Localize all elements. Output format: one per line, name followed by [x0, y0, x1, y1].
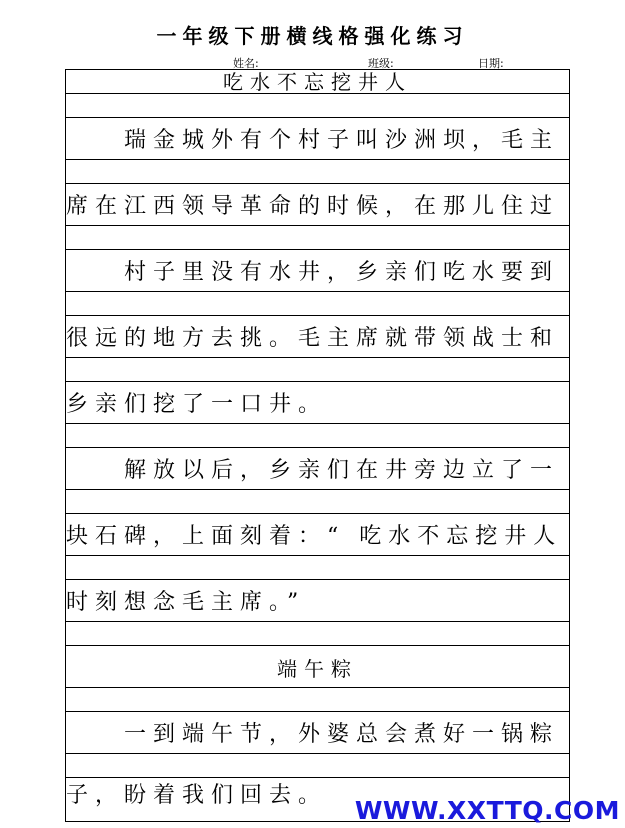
- text-line: 块石碑，上面刻着：“ 吃水不忘挖井人: [66, 524, 563, 549]
- site-watermark: WWW.XXTTQ.COM: [354, 796, 620, 825]
- writing-row: [66, 118, 569, 160]
- text-line: 乡亲们挖了一口井。: [66, 392, 328, 417]
- writing-row: [66, 448, 569, 490]
- spacer-row: [66, 226, 569, 250]
- lined-writing-grid: [65, 69, 570, 822]
- page-title: 一年级下册横线格强化练习: [156, 24, 469, 48]
- text-line: 时刻想念毛主席。”: [66, 590, 306, 615]
- spacer-row: [66, 556, 569, 580]
- spacer-row: [66, 754, 569, 778]
- spacer-row: [66, 160, 569, 184]
- text-line: 一到端午节，外婆总会煮好一锅粽: [124, 722, 560, 747]
- text-line: 子，盼着我们回去。: [66, 783, 328, 808]
- date-label: 日期:: [478, 57, 504, 70]
- writing-row: [66, 184, 569, 226]
- spacer-row: [66, 688, 569, 712]
- spacer-row: [66, 490, 569, 514]
- text-line: 村子里没有水井，乡亲们吃水要到: [124, 260, 560, 285]
- name-label: 姓名:: [233, 57, 259, 70]
- writing-row: [66, 70, 569, 94]
- spacer-row: [66, 424, 569, 448]
- writing-row: [66, 382, 569, 424]
- spacer-row: [66, 94, 569, 118]
- writing-row: [66, 646, 569, 688]
- text-line: 席在江西领导革命的时候，在那儿住过: [66, 194, 560, 219]
- spacer-row: [66, 622, 569, 646]
- text-line: 解放以后，乡亲们在井旁边立了一: [124, 458, 560, 483]
- passage-title: 端午粽: [277, 657, 358, 681]
- writing-row: [66, 316, 569, 358]
- class-label: 班级:: [368, 57, 394, 70]
- writing-row: [66, 514, 569, 556]
- writing-row: [66, 580, 569, 622]
- writing-row: [66, 250, 569, 292]
- spacer-row: [66, 358, 569, 382]
- passage-title: 吃水不忘挖井人: [223, 70, 412, 94]
- writing-row: [66, 712, 569, 754]
- text-line: 很远的地方去挑。毛主席就带领战士和: [66, 326, 560, 351]
- spacer-row: [66, 292, 569, 316]
- text-line: 瑞金城外有个村子叫沙洲坝，毛主: [124, 128, 560, 153]
